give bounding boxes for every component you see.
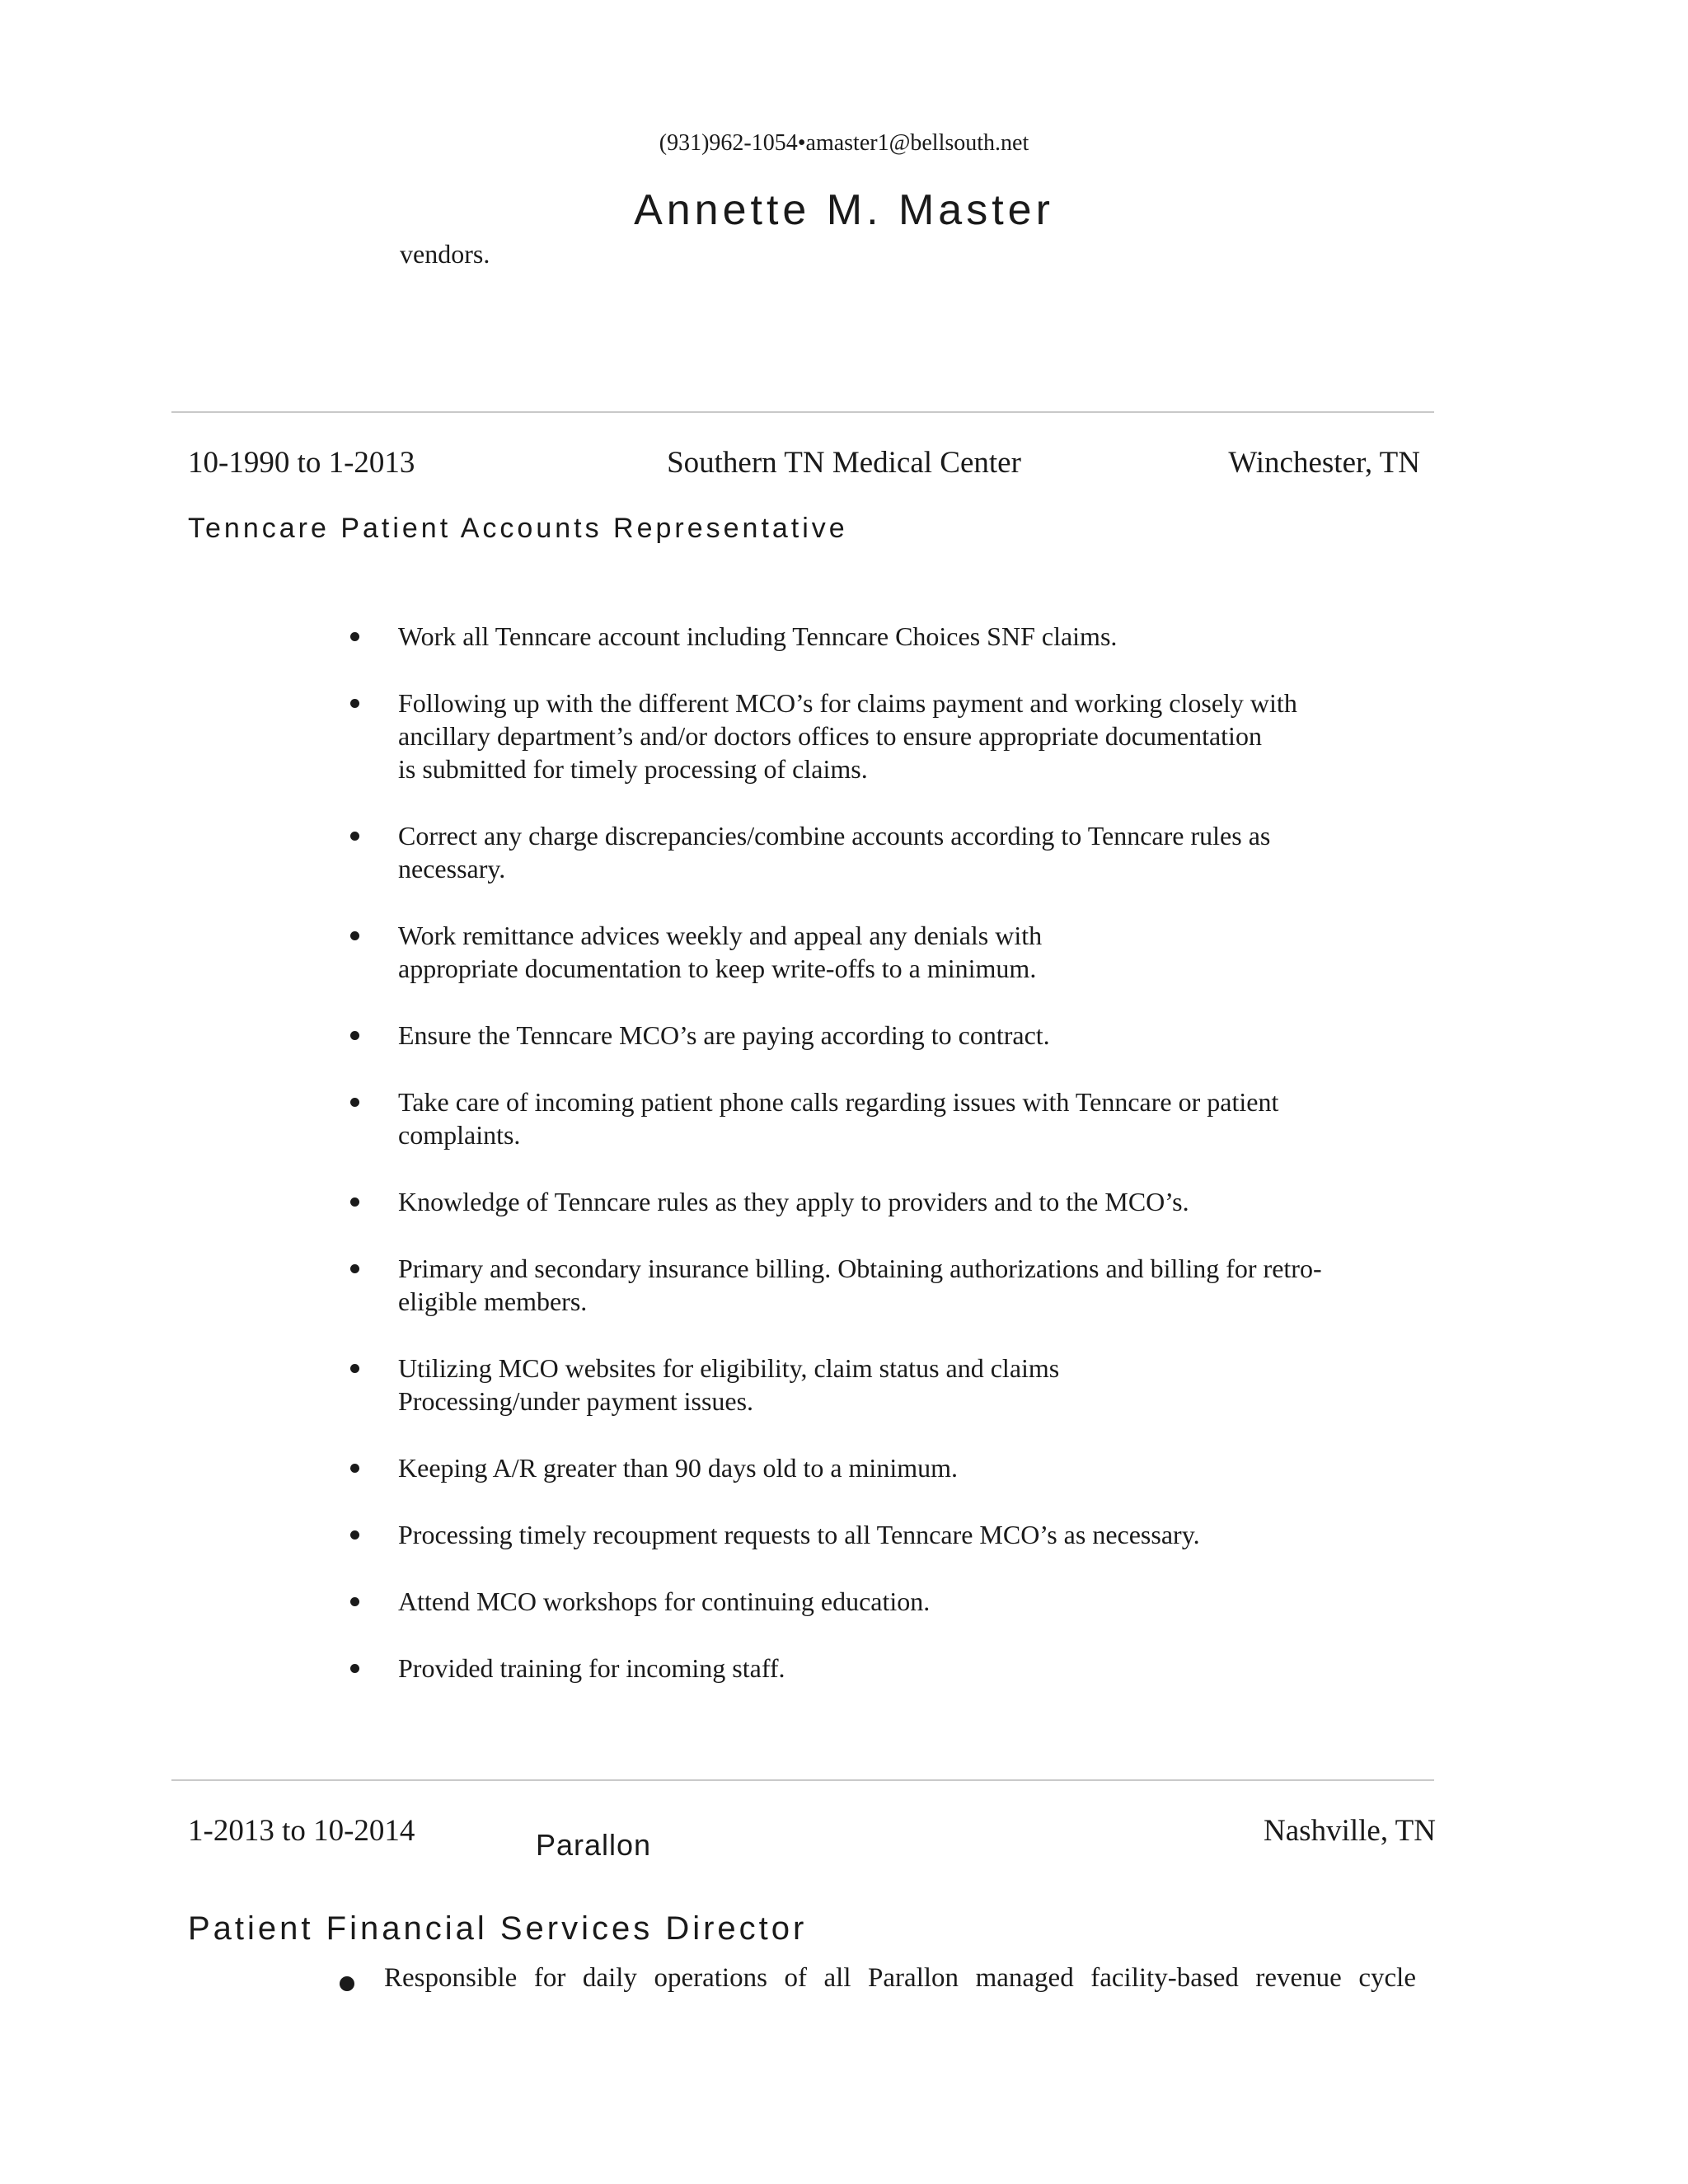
- duty-text: Responsible for daily operations of all Parallon managed facility-based revenue cycle: [384, 1963, 1416, 1993]
- job-title: Tenncare Patient Accounts Representative: [188, 513, 848, 544]
- bullet-icon: [350, 1364, 359, 1373]
- duty-text: Primary and secondary insurance billing. Obtaining authorizations and billing for retro- eligible members.: [398, 1254, 1322, 1316]
- job-duties-list: [350, 620, 1438, 1718]
- job-dates: 10-1990 to 1-2013: [188, 446, 415, 480]
- duty-text: Following up with the different MCO’s for claims payment and working closely with ancillary department’s and/or doctors offices to ensure appropriate documentation is submitted for timely processing of claims.: [398, 688, 1297, 784]
- bullet-icon: [350, 931, 359, 940]
- bullet-icon: [350, 1031, 359, 1040]
- list-item: [350, 1518, 1438, 1551]
- bullet-icon: [350, 832, 359, 841]
- bullet-icon: [350, 1098, 359, 1107]
- list-item: [350, 1352, 1438, 1418]
- list-item: [350, 1252, 1438, 1318]
- list-item: [350, 1585, 1438, 1618]
- duty-text: Correct any charge discrepancies/combine accounts according to Tenncare rules as necessary.: [398, 821, 1271, 883]
- duty-text: Work remittance advices weekly and appeal any denials with appropriate documentation to keep write-offs to a minimum.: [398, 921, 1043, 983]
- list-item: [350, 819, 1438, 885]
- list-item: [330, 1963, 1416, 1994]
- bullet-icon: [350, 1264, 359, 1273]
- duty-text: Processing timely recoupment requests to all Tenncare MCO’s as necessary.: [398, 1520, 1200, 1549]
- job-location: Winchester, TN: [1228, 446, 1420, 480]
- list-item: [350, 1652, 1438, 1685]
- section-divider: [171, 1779, 1434, 1781]
- duty-text: Attend MCO workshops for continuing education.: [398, 1586, 931, 1616]
- list-item: [350, 687, 1438, 785]
- job-company: Southern TN Medical Center: [667, 446, 1021, 480]
- section-divider: [171, 411, 1434, 413]
- bullet-icon: [350, 1197, 359, 1207]
- duty-text: Take care of incoming patient phone calls regarding issues with Tenncare or patient complaints.: [398, 1087, 1279, 1150]
- duty-text: Keeping A/R greater than 90 days old to a minimum.: [398, 1453, 958, 1483]
- job-dates: 1-2013 to 10-2014: [188, 1814, 415, 1848]
- list-item: [350, 1019, 1438, 1052]
- list-item: [350, 1085, 1438, 1151]
- list-item: [350, 620, 1438, 653]
- bullet-icon: [350, 1597, 359, 1606]
- list-item: [350, 919, 1438, 985]
- bullet-icon: [340, 1976, 354, 1991]
- list-item: [350, 1185, 1438, 1218]
- list-item: [350, 1451, 1438, 1484]
- contact-line: (931)962-1054•amaster1@bellsouth.net: [659, 130, 1029, 156]
- resume-name: Annette M. Master: [634, 186, 1054, 234]
- job-location: Nashville, TN: [1264, 1814, 1436, 1848]
- bullet-icon: [350, 1530, 359, 1540]
- bullet-icon: [350, 632, 359, 641]
- bullet-icon: [350, 699, 359, 708]
- duty-text: Knowledge of Tenncare rules as they apply to providers and to the MCO’s.: [398, 1187, 1189, 1216]
- duty-text: Work all Tenncare account including Tenncare Choices SNF claims.: [398, 621, 1118, 651]
- job-title: Patient Financial Services Director: [188, 1910, 808, 1947]
- duty-text: Provided training for incoming staff.: [398, 1653, 785, 1683]
- duty-text: Ensure the Tenncare MCO’s are paying according to contract.: [398, 1020, 1050, 1050]
- bullet-icon: [350, 1664, 359, 1673]
- job-company: Parallon: [536, 1828, 652, 1862]
- duty-text: Utilizing MCO websites for eligibility, claim status and claims Processing/under payment issues.: [398, 1353, 1060, 1416]
- bullet-icon: [350, 1464, 359, 1473]
- stray-text: vendors.: [400, 239, 490, 269]
